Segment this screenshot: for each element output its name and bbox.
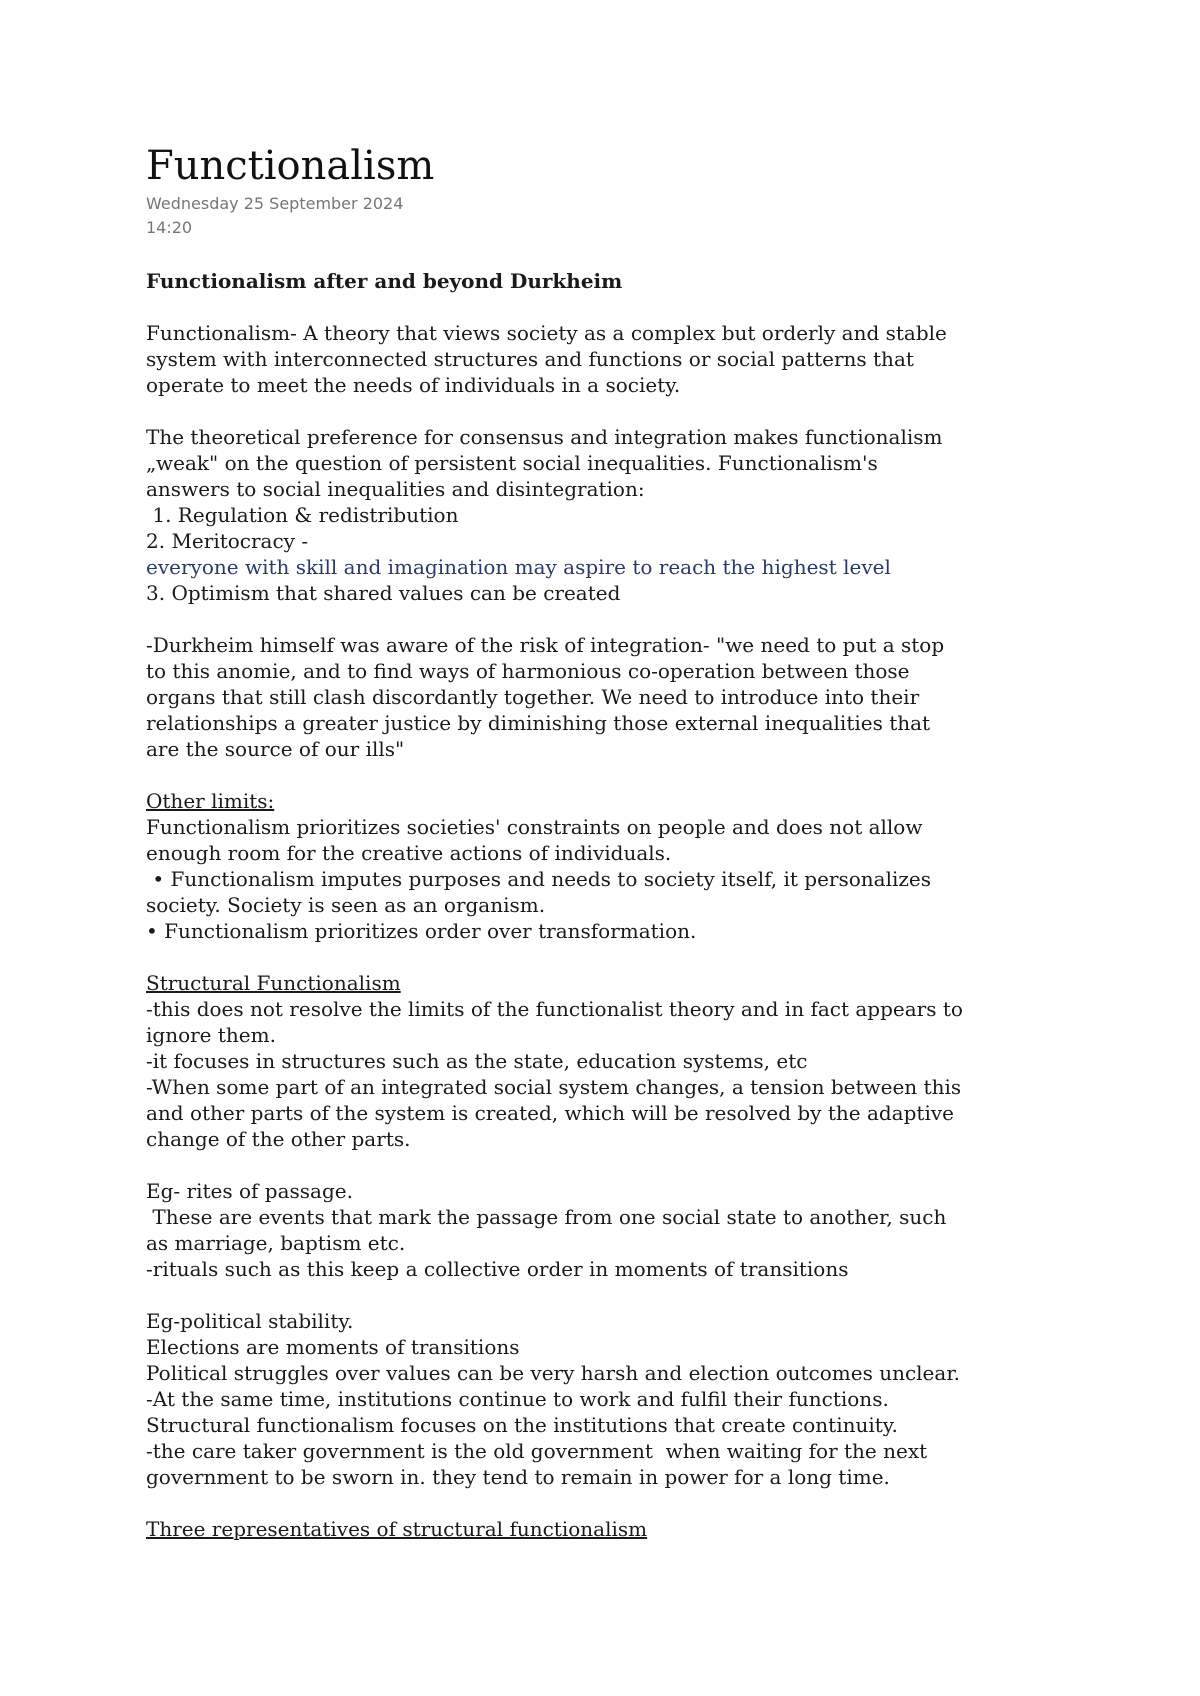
list-item: 1. Regulation & redistribution (146, 503, 459, 527)
text-line: system with interconnected structures and functions or social patterns that (146, 347, 914, 371)
text-line: to this anomie, and to find ways of harmonious co-operation between those (146, 659, 910, 683)
text-line: -it focuses in structures such as the state, education systems, etc (146, 1049, 808, 1073)
list-item: 3. Optimism that shared values can be created (146, 581, 621, 605)
subheading: Structural Functionalism (146, 971, 401, 995)
text-line: Political struggles over values can be very harsh and election outcomes unclear. (146, 1361, 961, 1385)
subheading: Other limits: (146, 789, 275, 813)
text-line: The theoretical preference for consensus and integration makes functionalism (146, 425, 943, 449)
note-page (146, 140, 1106, 1542)
text-line: Structural functionalism focuses on the institutions that create continuity. (146, 1413, 898, 1437)
text-line: -the care taker government is the old government when waiting for the next (146, 1439, 928, 1463)
text-line: are the source of our ills" (146, 737, 405, 761)
note-date: Wednesday 25 September 2024 (146, 194, 404, 213)
text-line: answers to social inequalities and disintegration: (146, 477, 645, 501)
text-line: enough room for the creative actions of individuals. (146, 841, 672, 865)
note-time: 14:20 (146, 218, 193, 237)
text-line: society. Society is seen as an organism. (146, 893, 546, 917)
page-title: Functionalism (146, 143, 435, 189)
text-line: organs that still clash discordantly together. We need to introduce into their (146, 685, 920, 709)
text-line: Elections are moments of transitions (146, 1335, 520, 1359)
section-heading: Functionalism after and beyond Durkheim (146, 269, 623, 293)
text-line: Eg-political stability. (146, 1309, 354, 1333)
list-item: 2. Meritocracy - (146, 529, 309, 553)
text-line: -rituals such as this keep a collective order in moments of transitions (146, 1257, 849, 1281)
structural-functionalism-section (146, 970, 1106, 1152)
other-limits-section (146, 788, 1106, 944)
bullet-item: • Functionalism imputes purposes and needs to society itself, it personalizes (146, 867, 932, 891)
text-line: Functionalism- A theory that views society as a complex but orderly and stable (146, 321, 947, 345)
text-line: ignore them. (146, 1023, 276, 1047)
text-line: government to be sworn in. they tend to remain in power for a long time. (146, 1465, 890, 1489)
text-line: -At the same time, institutions continue to work and fulfil their functions. (146, 1387, 889, 1411)
text-line: -this does not resolve the limits of the functionalist theory and in fact appears to (146, 997, 963, 1021)
text-line: Functionalism prioritizes societies' constraints on people and does not allow (146, 815, 923, 839)
subheading: Three representatives of structural functionalism (146, 1517, 648, 1541)
political-stability-example (146, 1308, 1106, 1490)
text-line: change of the other parts. (146, 1127, 411, 1151)
text-line: -Durkheim himself was aware of the risk of integration- "we need to put a stop (146, 633, 945, 657)
text-line: These are events that mark the passage from one social state to another, such (146, 1205, 947, 1229)
durkheim-quote-paragraph (146, 632, 1106, 762)
text-line: -When some part of an integrated social system changes, a tension between this (146, 1075, 962, 1099)
bullet-item: • Functionalism prioritizes order over transformation. (146, 919, 697, 943)
answers-paragraph (146, 424, 1106, 606)
text-line: and other parts of the system is created, which will be resolved by the adaptive (146, 1101, 954, 1125)
text-line: as marriage, baptism etc. (146, 1231, 406, 1255)
text-line: everyone with skill and imagination may aspire to reach the highest level (146, 555, 891, 579)
text-line: „weak" on the question of persistent social inequalities. Functionalism's (146, 451, 878, 475)
text-line: relationships a greater justice by diminishing those external inequalities that (146, 711, 931, 735)
text-line: Eg- rites of passage. (146, 1179, 353, 1203)
text-line: operate to meet the needs of individuals in a society. (146, 373, 681, 397)
rites-of-passage-example (146, 1178, 1106, 1282)
definition-paragraph (146, 320, 1106, 398)
